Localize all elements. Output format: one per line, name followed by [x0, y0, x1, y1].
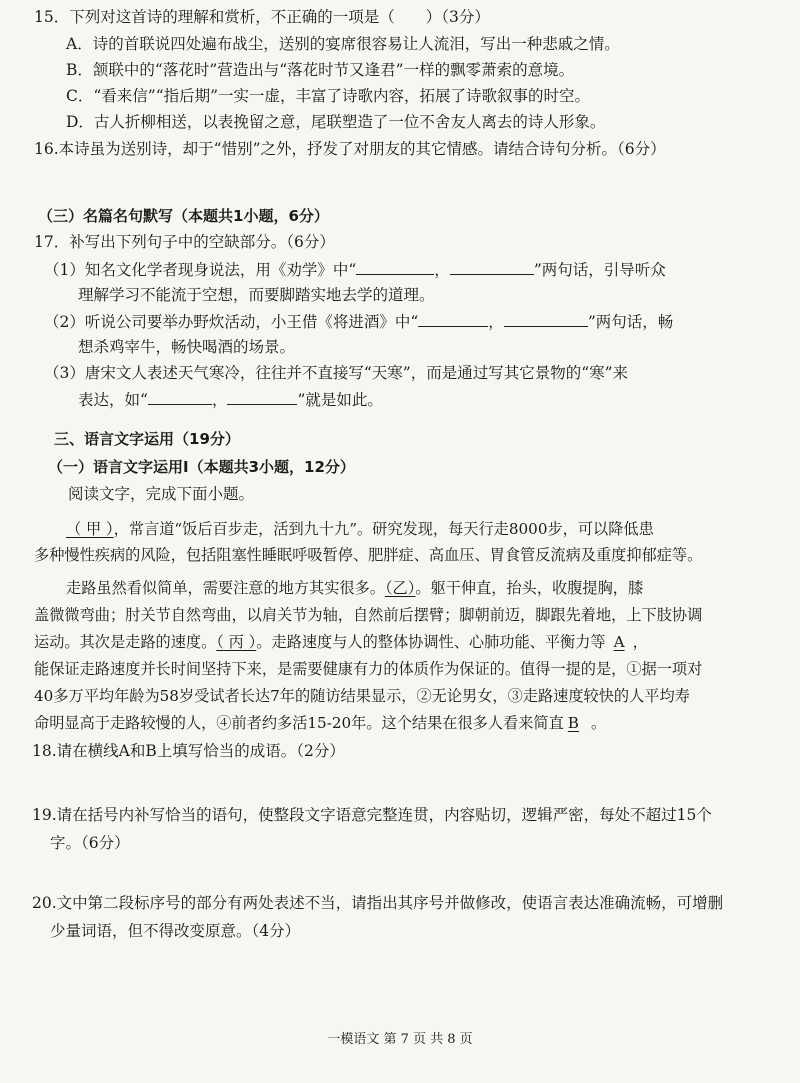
passage-p2-line2: 盖微微弯曲；肘关节自然弯曲，以肩关节为轴，自然前后摆臂；脚朝前迈，脚跟先着地，上下肢协调 — [34, 606, 703, 624]
q20-line1: 20.文中第二段标序号的部分有两处表述不当，请指出其序号并做修改，使语言表达准确流畅，可增删 — [32, 894, 724, 912]
part-3-heading: 三、语言文字运用（19分） — [54, 430, 240, 448]
q17-p3-blank-1[interactable] — [148, 390, 212, 405]
q17-part3-line1: （3）唐宋文人表述天气寒冷，往往并不直接写“天寒”，而是通过写其它景物的“寒”来 — [44, 364, 629, 382]
q17-part2-line1 — [44, 312, 673, 332]
q19-line2: 字。（6分） — [50, 834, 130, 852]
passage-p2-text-c: 运动。其次是走路的速度。 — [34, 633, 217, 651]
q18-text: 18.请在横线A和B上填写恰当的成语。（2分） — [32, 742, 345, 760]
passage-blank-jia[interactable]: （ 甲 ） — [66, 520, 114, 538]
passage-blank-yi[interactable]: （乙） — [384, 579, 416, 597]
q17-part2-line2: 想杀鸡宰牛，畅快喝酒的场景。 — [78, 338, 296, 356]
passage-p2-period: 。 — [590, 714, 607, 732]
q17-part1-line1 — [44, 260, 666, 280]
q15-stem: 15．下列对这首诗的理解和赏析，不正确的一项是（ ）（3分） — [34, 8, 490, 26]
q17-stem: 17．补写出下列句子中的空缺部分。（6分） — [34, 233, 335, 251]
q15-option-c: C．“看来信”“指后期”一实一虚，丰富了诗歌内容，拓展了诗歌叙事的时空。 — [66, 87, 591, 105]
q17-p2-blank-2[interactable] — [504, 312, 588, 327]
reading-instruction: 阅读文字，完成下面小题。 — [68, 485, 255, 503]
section-3-heading: （三）名篇名句默写（本题共1小题，6分） — [38, 207, 329, 225]
q20-line2: 少量词语，但不得改变原意。（4分） — [50, 922, 301, 940]
passage-mark-b[interactable]: B — [567, 714, 579, 732]
q17-p2-sep: ， — [488, 313, 504, 331]
subsection-1-heading: （一）语言文字运用Ⅰ（本题共3小题，12分） — [48, 458, 355, 476]
q17-p1-text-a: （1）知名文化学者现身说法，用《劝学》中“ — [44, 261, 357, 279]
q17-p3-blank-2[interactable] — [227, 390, 297, 405]
passage-p2-line6 — [34, 714, 606, 732]
q15-option-a: A．诗的首联说四处遍布战尘，送别的宴席很容易让人流泪，写出一种悲戚之情。 — [66, 35, 620, 53]
q17-p3-text-b: 表达，如“ — [78, 391, 148, 409]
passage-p2-line3 — [34, 633, 648, 651]
q17-p3-sep: ， — [211, 391, 228, 409]
q17-part3-line2 — [78, 390, 383, 410]
q17-p2-blank-1[interactable] — [418, 312, 488, 327]
passage-mark-a[interactable]: A — [613, 633, 625, 651]
q15-option-b: B．颔联中的“落花时”营造出与“落花时节又逢君”一样的飘零萧索的意境。 — [66, 61, 575, 79]
passage-p2-comma: ， — [632, 633, 648, 651]
passage-p1-text: ，常言道“饭后百步走，活到九十九”。研究发现，每天行走8000步，可以降低患 — [113, 520, 654, 538]
passage-p2-text-b: 。躯干伸直，抬头，收腹提胸，膝 — [415, 579, 644, 597]
q17-p3-text-c: ”就是如此。 — [297, 391, 383, 409]
passage-p1-line1 — [66, 520, 654, 538]
q17-p2-text-a: （2）听说公司要举办野炊活动，小王借《将进酒》中“ — [44, 313, 419, 331]
passage-p1-line2: 多种慢性疾病的风险，包括阻塞性睡眠呼吸暂停、肥胖症、高血压、胃食管反流病及重度抑郁症等。 — [34, 546, 703, 564]
q17-p2-text-b: ”两句话，畅 — [587, 313, 674, 331]
page-footer: 一模语文 第 7 页 共 8 页 — [327, 1032, 473, 1047]
passage-blank-bing[interactable]: （ 丙 ） — [216, 633, 257, 651]
passage-p2-line5: 40多万平均年龄为58岁受试者长达7年的随访结果显示，②无论男女，③走路速度较快的人平均寿 — [34, 687, 690, 705]
passage-p2-line1 — [66, 579, 643, 597]
passage-p2-text-e: 命明显高于走路较慢的人，④前者约多活15-20年。这个结果在很多人看来简直 — [34, 714, 564, 732]
q17-p1-blank-1[interactable] — [356, 260, 434, 275]
q15-option-d: D．古人折柳相送，以表挽留之意，尾联塑造了一位不舍友人离去的诗人形象。 — [66, 113, 606, 131]
passage-p2-text-d: 。走路速度与人的整体协调性、心肺功能、平衡力等 — [256, 633, 606, 651]
passage-p2-line4: 能保证走路速度并长时间坚持下来，是需要健康有力的体质作为保证的。值得一提的是，①据一项对 — [34, 660, 703, 678]
q17-p1-sep: ， — [434, 261, 450, 279]
q17-p1-blank-2[interactable] — [450, 260, 534, 275]
q19-line1: 19.请在括号内补写恰当的语句，使整段文字语意完整连贯，内容贴切，逻辑严密，每处不超过15个 — [32, 806, 712, 824]
q16-text: 16.本诗虽为送别诗，却于“惜别”之外，抒发了对朋友的其它情感。请结合诗句分析。（6分） — [34, 140, 666, 158]
q17-p1-text-b: ”两句话，引导听众 — [533, 261, 666, 279]
passage-p2-text-a: 走路虽然看似简单，需要注意的地方其实很多。 — [66, 579, 385, 597]
q17-part1-line2: 理解学习不能流于空想，而要脚踏实地去学的道理。 — [78, 286, 435, 304]
